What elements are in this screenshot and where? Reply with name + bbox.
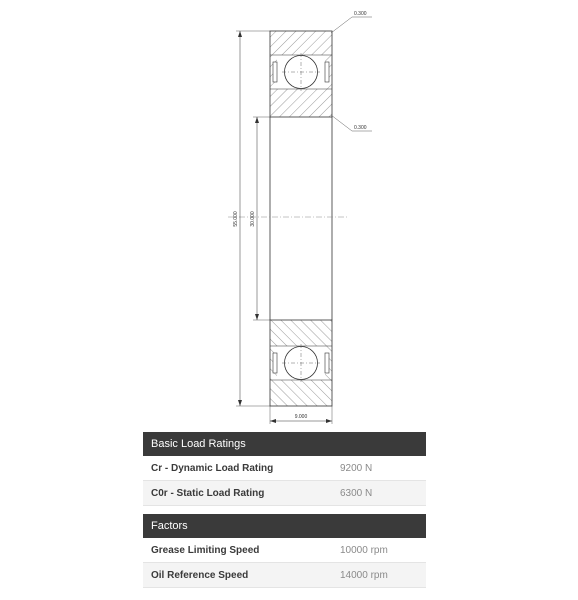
- bottom-cross-section: [270, 320, 332, 406]
- outer-diameter-label: 55.000: [233, 211, 239, 227]
- oil-reference-speed-value: 14000 rpm: [340, 569, 388, 581]
- inner-diameter-dimension: [250, 117, 270, 320]
- dynamic-load-rating-value: 9200 N: [340, 462, 373, 474]
- width-dimension: [270, 406, 332, 424]
- table-row: [143, 481, 426, 506]
- grease-limiting-speed-label: Grease Limiting Speed: [151, 544, 260, 556]
- static-load-rating-value: 6300 N: [340, 487, 373, 499]
- table-row: [143, 563, 426, 588]
- chamfer-top-label: 0.300: [354, 11, 367, 17]
- factors-header: Factors: [143, 514, 426, 538]
- factors-section: [143, 514, 426, 588]
- basic-load-ratings-section: [143, 432, 426, 506]
- static-load-rating-label: C0r - Static Load Rating: [151, 487, 265, 499]
- chamfer-inner-leader: [331, 115, 372, 131]
- top-cross-section: [270, 31, 332, 117]
- grease-limiting-speed-value: 10000 rpm: [340, 544, 388, 556]
- chamfer-inner-label: 0.300: [354, 125, 367, 131]
- chamfer-top-leader: [331, 11, 372, 33]
- basic-load-ratings-header: Basic Load Ratings: [143, 432, 426, 456]
- inner-diameter-label: 30.000: [250, 211, 256, 227]
- dynamic-load-rating-label: Cr - Dynamic Load Rating: [151, 462, 274, 474]
- oil-reference-speed-label: Oil Reference Speed: [151, 569, 249, 581]
- table-row: [143, 456, 426, 481]
- width-label: 9.000: [294, 414, 308, 420]
- bore-outline: [228, 117, 348, 320]
- table-row: [143, 538, 426, 563]
